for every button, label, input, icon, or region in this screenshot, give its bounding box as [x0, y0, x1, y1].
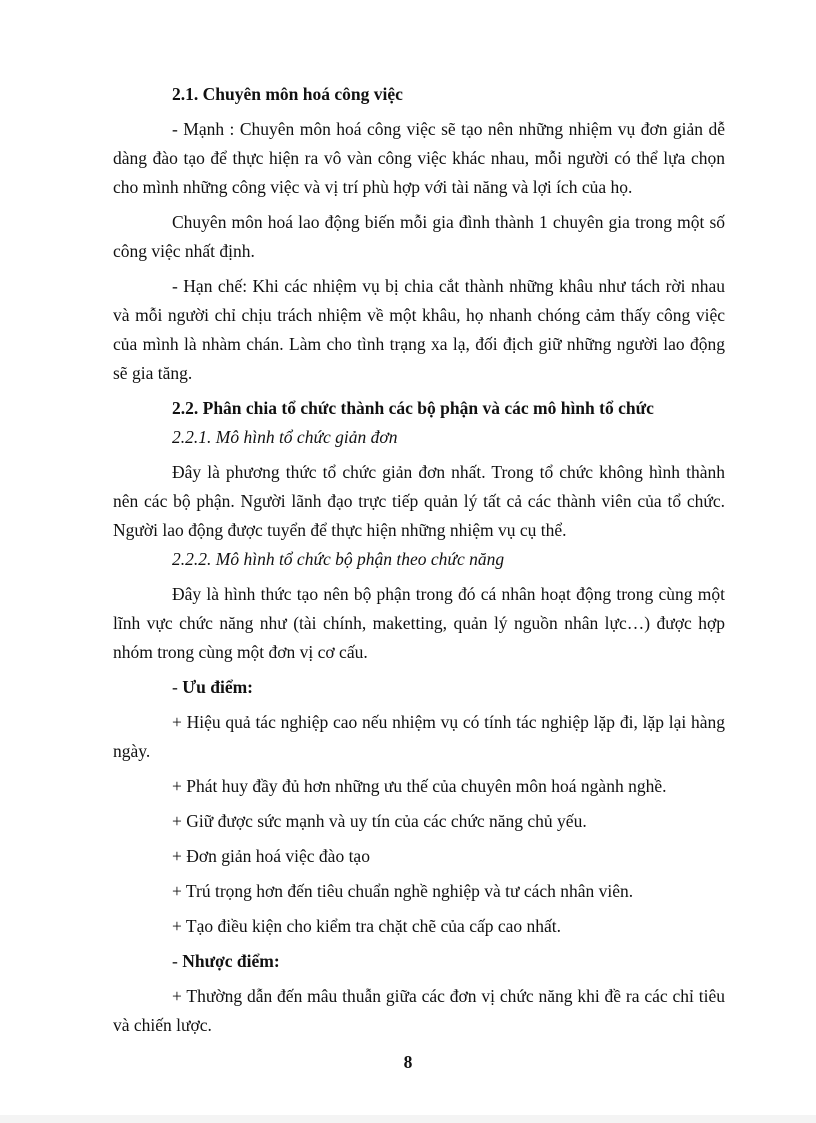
disadvantages-dash: - — [172, 951, 183, 971]
section-heading-2-2: 2.2. Phân chia tổ chức thành các bộ phận và các mô hình tổ chức — [172, 398, 654, 418]
advantage-item: + Phát huy đầy đủ hơn những ưu thế của chuyên môn hoá ngành nghề. — [172, 776, 667, 796]
advantages-dash: - — [172, 677, 183, 697]
subsection-heading-2-2-1: 2.2.1. Mô hình tổ chức giản đơn — [172, 427, 398, 447]
paragraph-specialization: Chuyên môn hoá lao động biến mỗi gia đình thành 1 chuyên gia trong một số công việc nhất định. — [113, 212, 725, 261]
subsection-heading-2-2-2: 2.2.2. Mô hình tổ chức bộ phận theo chức năng — [172, 549, 505, 569]
disadvantages-label: Nhược điểm: — [182, 951, 280, 971]
disadvantages-heading — [113, 947, 725, 976]
advantage-item: + Tạo điều kiện cho kiểm tra chặt chẽ của cấp cao nhất. — [172, 916, 562, 936]
advantages-label: Ưu điểm: — [182, 677, 254, 697]
paragraph-simple-model: Đây là phương thức tổ chức giản đơn nhất. Trong tổ chức không hình thành nên các bộ phận. Người lãnh đạo trực tiếp quản lý tất cả các thành viên của tổ chức. Người lao động được tuyển để thực hiện những nhiệm vụ cụ thể. — [113, 462, 725, 540]
advantage-item: + Trú trọng hơn đến tiêu chuẩn nghề nghiệp và tư cách nhân viên. — [172, 881, 634, 901]
paragraph-functional-model: Đây là hình thức tạo nên bộ phận trong đó cá nhân hoạt động trong cùng một lĩnh vực chức năng như (tài chính, maketting, quản lý nguồn nhân lực…) được hợp nhóm trong cùng một đơn vị cơ cấu. — [113, 584, 725, 662]
paragraph-limitations: - Hạn chế: Khi các nhiệm vụ bị chia cắt thành những khâu như tách rời nhau và mỗi người chỉ chịu trách nhiệm về một khâu, họ nhanh chóng cảm thấy công việc của mình là nhàm chán. Làm cho tình trạng xa lạ, đối địch giữ những người lao động sẽ gia tăng. — [113, 276, 725, 383]
document-page — [113, 80, 725, 1040]
paragraph-strengths: - Mạnh : Chuyên môn hoá công việc sẽ tạo nên những nhiệm vụ đơn giản dễ dàng đào tạo để thực hiện ra vô vàn công việc khác nhau, mỗi người có thể lựa chọn cho mình những công việc và vị trí phù hợp với tài năng và lợi ích của họ. — [113, 119, 725, 197]
page-bottom-edge — [0, 1115, 816, 1123]
disadvantage-item: + Thường dẫn đến mâu thuẫn giữa các đơn vị chức năng khi đề ra các chỉ tiêu và chiến lược. — [113, 986, 725, 1035]
advantage-item: + Hiệu quả tác nghiệp cao nếu nhiệm vụ có tính tác nghiệp lặp đi, lặp lại hàng ngày. — [113, 712, 725, 761]
section-heading-2-1: 2.1. Chuyên môn hoá công việc — [172, 84, 403, 104]
page-number: 8 — [403, 1052, 413, 1072]
advantage-item: + Đơn giản hoá việc đào tạo — [172, 846, 370, 866]
advantage-item: + Giữ được sức mạnh và uy tín của các chức năng chủ yếu. — [172, 811, 587, 831]
advantages-heading — [113, 673, 725, 702]
